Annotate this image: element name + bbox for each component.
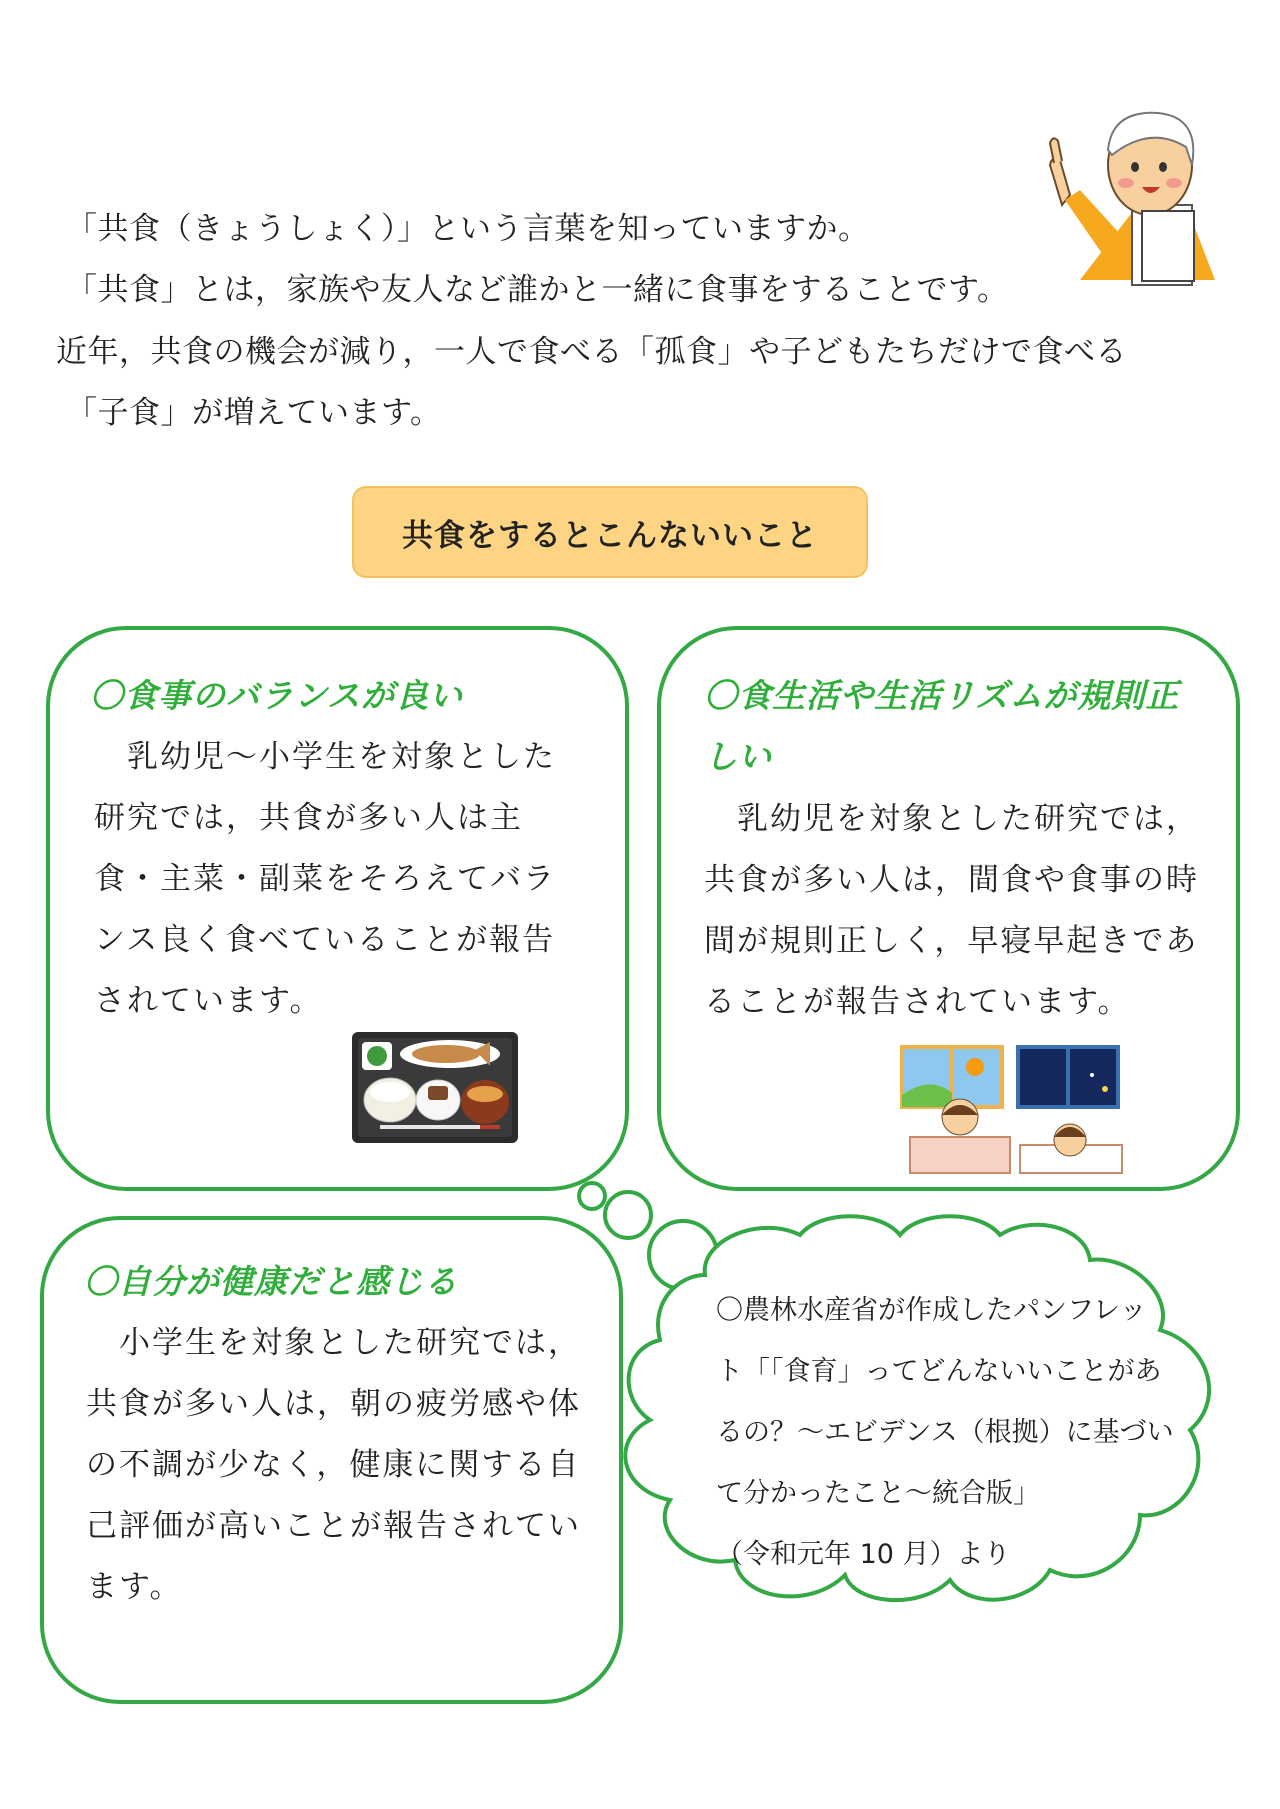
box2-title-line2: しい bbox=[704, 737, 772, 776]
box3-text: 小学生を対象とした研究では，共食が多い人は，朝の疲労感や体の不調が少なく，健康に関する自己評価が高いことが報告されています。 bbox=[86, 1325, 581, 1605]
cloud-line-2: ト「「食育」ってどんないいことがあ bbox=[716, 1356, 1162, 1387]
intro-line-4: 「子食」が増えています。 bbox=[66, 395, 442, 431]
banner-label: 共食をするとこんないいこと bbox=[402, 517, 818, 554]
box2-title-line1: 〇食生活や生活リズムが規則正 bbox=[704, 676, 1180, 715]
cloud-line-3: るの？～エビデンス（根拠）に基づい bbox=[716, 1417, 1174, 1448]
box2-text: 乳幼児を対象とした研究では，共食が多い人は，間食や食事の時間が規則正しく，早寝早起きであることが報告されています。 bbox=[704, 801, 1199, 1020]
intro-line-1: 「共食（きょうしょく）」という言葉を知っていますか。 bbox=[66, 211, 870, 247]
box1-text: 乳幼児～小学生を対象とした研究では，共食が多い人は主食・主菜・副菜をそろえてバランス良く食べていることが報告されています。 bbox=[94, 739, 556, 1019]
intro-line-2: 「共食」とは，家族や友人など誰かと一緒に食事をすることです。 bbox=[66, 272, 1009, 308]
cloud-line-1: 〇農林水産省が作成したパンフレッ bbox=[716, 1295, 1147, 1326]
cloud-line-5: （令和元年 10 月）より bbox=[716, 1539, 1011, 1570]
box1-title: 〇食事のバランスが良い bbox=[90, 676, 464, 715]
intro-line-3: 近年，共食の機会が減り，一人で食べる「孤食」や子どもたちだけで食べる bbox=[56, 334, 1127, 370]
box3-title: 〇自分が健康だと感じる bbox=[84, 1262, 458, 1301]
cloud-line-4: て分かったこと～統合版」 bbox=[716, 1478, 1040, 1509]
